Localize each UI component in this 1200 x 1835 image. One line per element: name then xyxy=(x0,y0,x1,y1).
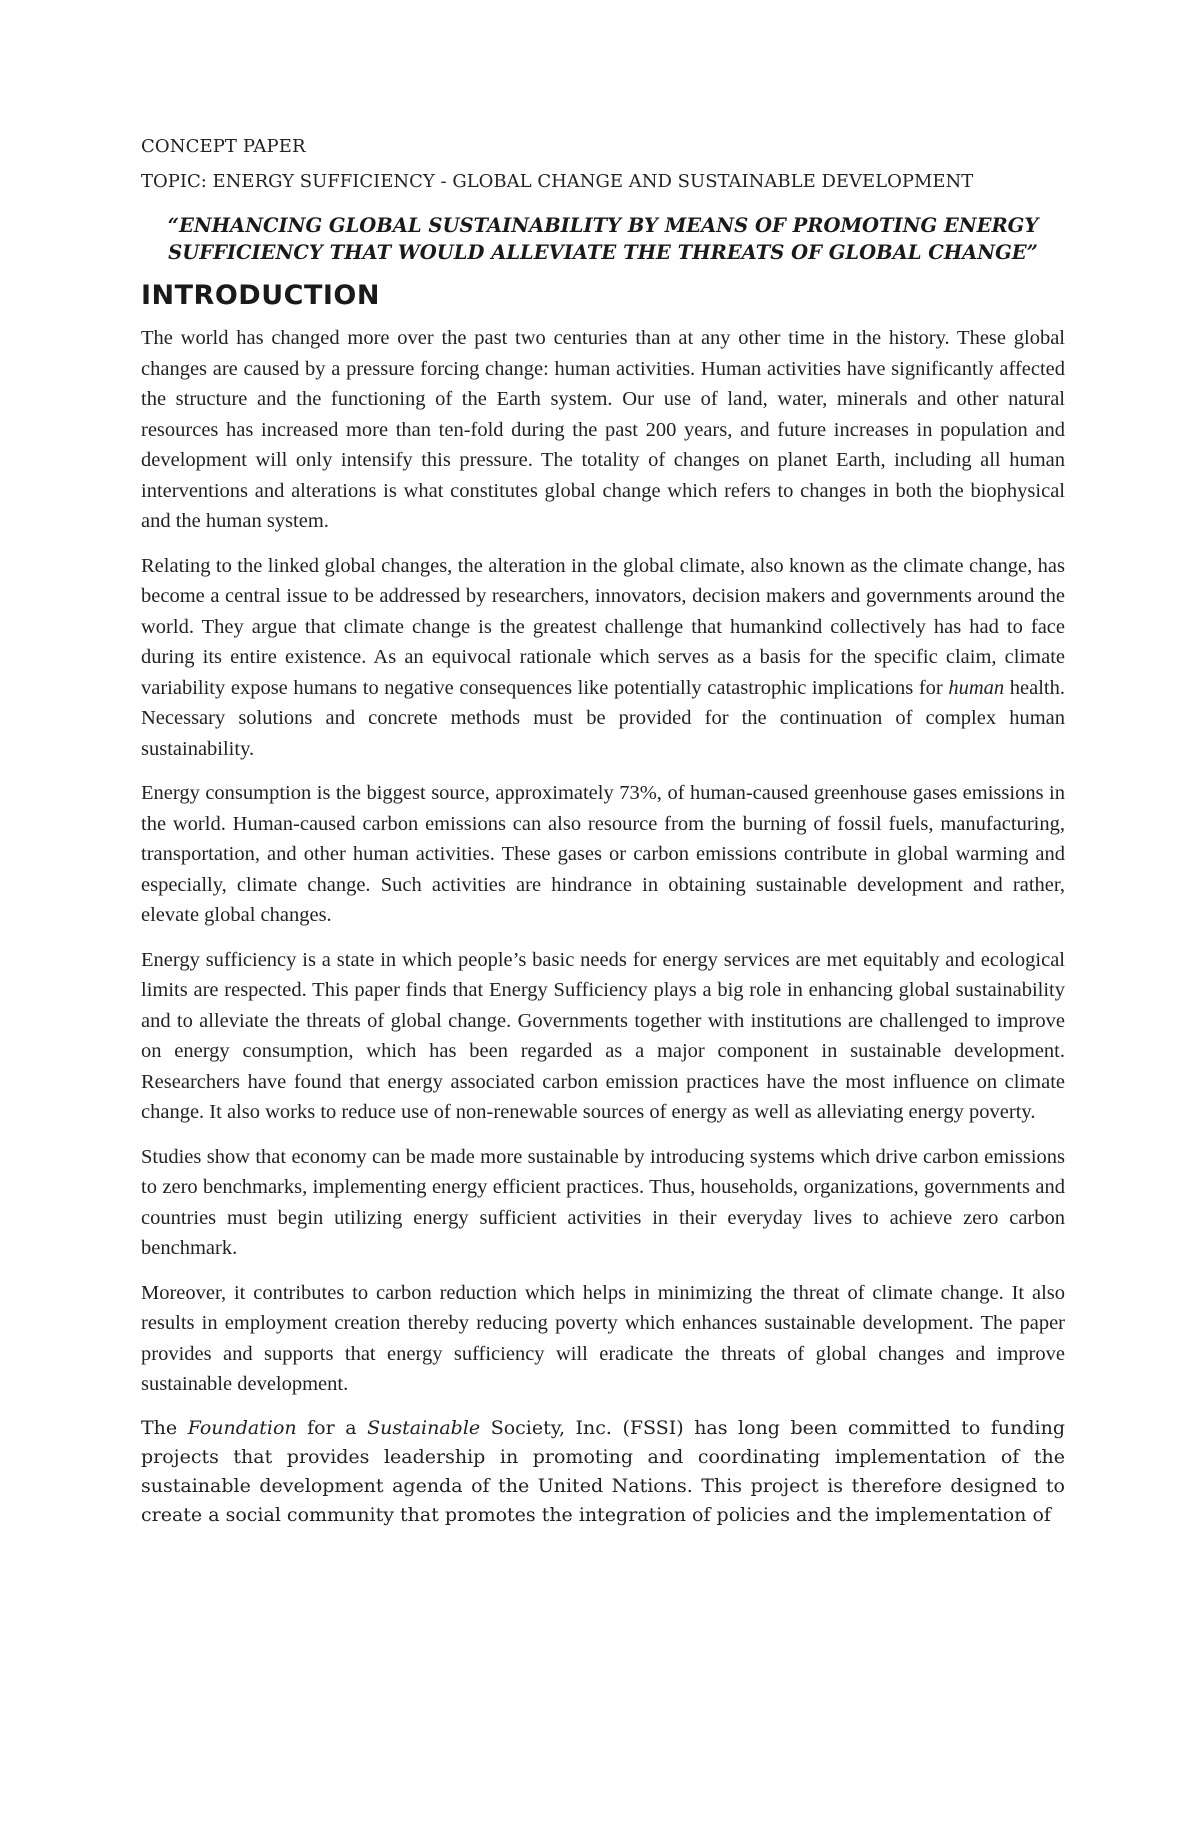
paragraph-2 xyxy=(141,551,1065,765)
paragraph-7-emphasis-2: Sustainable xyxy=(367,1416,481,1439)
paragraph-7-emphasis-1: Foundation xyxy=(187,1416,297,1439)
section-title: INTRODUCTION xyxy=(141,280,380,311)
paragraph-2-text-a: Relating to the linked global changes, the alteration in the global climate, also known as the climate change, has become a central issue to be addressed by researchers, innovators, decision makers and governments around the world. They argue that climate change is the greatest challenge that humankind collectively has had to face during its entire existence. As an equivocal rationale which serves as a basis for the specific claim, climate variability expose humans to negative consequences like potentially catastrophic implications for xyxy=(141,554,1065,699)
paragraph-5: Studies show that economy can be made more sustainable by introducing systems which drive carbon emissions to zero benchmarks, implementing energy efficient practices. Thus, households, organizations, governments and countries must begin utilizing energy sufficient activities in their everyday lives to achieve zero carbon benchmark. xyxy=(141,1145,1065,1259)
document-page xyxy=(141,136,1065,1544)
paragraph-2-emphasis: human xyxy=(948,676,1005,699)
paragraph-7 xyxy=(141,1414,1065,1530)
document-label: CONCEPT PAPER xyxy=(141,136,306,157)
headline-line-2: SUFFICIENCY THAT WOULD ALLEVIATE THE THREATS OF GLOBAL CHANGE” xyxy=(168,241,1038,264)
paragraph-7-text-c: Society, Inc. (FSSI) has long been committed to funding projects that provides leadership in promoting and coordinating implementation of the sustainable development agenda of the United Nations. This project is therefore designed to create a social community that promotes the integration of policies and the implementation of xyxy=(141,1416,1066,1526)
headline-line-1: “ENHANCING GLOBAL SUSTAINABILITY BY MEANS OF PROMOTING ENERGY xyxy=(167,214,1039,237)
paragraph-3: Energy consumption is the biggest source, approximately 73%, of human-caused greenhouse gases emissions in the world. Human-caused carbon emissions can also resource from the burning of fossil fuels, manufacturing, transportation, and other human activities. These gases or carbon emissions contribute in global warming and especially, climate change. Such activities are hindrance in obtaining sustainable development and rather, elevate global changes. xyxy=(141,782,1065,926)
paragraph-6: Moreover, it contributes to carbon reduction which helps in minimizing the threat of climate change. It also results in employment creation thereby reducing poverty which enhances sustainable development. The paper provides and supports that energy sufficiency will eradicate the threats of global changes and improve sustainable development. xyxy=(141,1281,1065,1395)
paragraph-7-text-b: for a xyxy=(296,1416,368,1439)
paragraph-1: The world has changed more over the past two centuries than at any other time in the history. These global changes are caused by a pressure forcing change: human activities. Human activities have significantly affected the structure and the functioning of the Earth system. Our use of land, water, minerals and other natural resources has increased more than ten-fold during the past 200 years, and future increases in population and development will only intensify this pressure. The totality of changes on planet Earth, including all human interventions and alterations is what constitutes global change which refers to changes in both the biophysical and the human system. xyxy=(141,327,1065,532)
document-topic: TOPIC: ENERGY SUFFICIENCY - GLOBAL CHANGE AND SUSTAINABLE DEVELOPMENT xyxy=(141,171,974,192)
paragraph-2-text-b: health. Necessary solutions and concrete methods must be provided for the continuation of complex human sustainability. xyxy=(141,676,1065,760)
paragraph-7-text-a: The xyxy=(141,1416,188,1439)
paragraph-4: Energy sufficiency is a state in which people’s basic needs for energy services are met equitably and ecological limits are respected. This paper finds that Energy Sufficiency plays a big role in enhancing global sustainability and to alleviate the threats of global change. Governments together with institutions are challenged to improve on energy consumption, which has been regarded as a major component in sustainable development. Researchers have found that energy associated carbon emission practices have the most influence on climate change. It also works to reduce use of non-renewable sources of energy as well as alleviating energy poverty. xyxy=(141,948,1065,1123)
document-headline xyxy=(141,212,1065,266)
